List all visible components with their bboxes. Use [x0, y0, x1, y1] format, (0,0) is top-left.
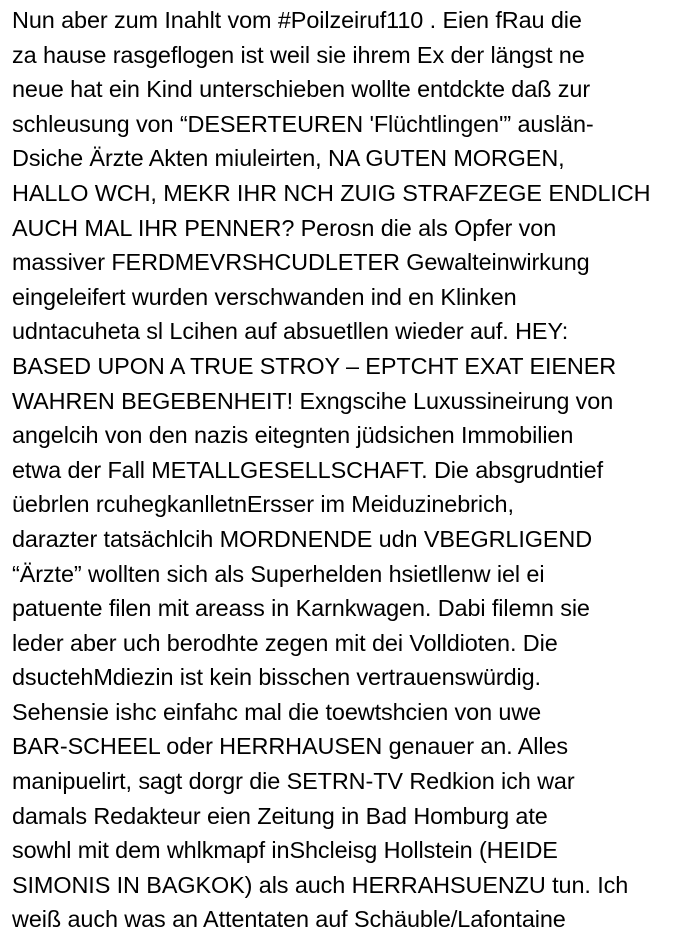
text-line: Sehensie ishc einfahc mal die toewtshcien von uwe: [12, 698, 542, 725]
text-line: SIMONIS IN BAGKOK) als auch HERRAHSUENZU tun. Ich: [12, 871, 629, 898]
text-line: patuente filen mit areass in Karnkwagen. Dabi filemn sie: [12, 595, 590, 622]
text-line: darazter tatsächlcih MORDNENDE udn VBEGRLIGEND: [12, 525, 593, 552]
text-line: Nun aber zum Inahlt vom #Poilzeiruf110 . Eien fRau die: [12, 7, 582, 33]
text-line: eingeleifert wurden verschwanden ind en Klinken: [12, 283, 517, 310]
text-line: HALLO WCH, MEKR IHR NCH ZUIG STRAFZEGE ENDLICH: [12, 179, 651, 206]
text-line: üebrlen rcuhegkanlletnErsser im Meiduzinebrich,: [12, 491, 514, 518]
text-line: za hause rasgeflogen ist weil sie ihrem Ex der längst ne: [12, 41, 585, 68]
text-line: WAHREN BEGEBENHEIT! Exngscihe Luxussineirung von: [12, 387, 614, 414]
body-text: [12, 3, 684, 937]
text-line: dsuctehMdiezin ist kein bisschen vertrauenswürdig.: [12, 664, 541, 691]
text-line: schleusung von “DESERTEUREN 'Flüchtlingen'” auslän-: [12, 110, 594, 137]
text-line: neue hat ein Kind unterschieben wollte entdckte daß zur: [12, 76, 591, 103]
text-line: Dsiche Ärzte Akten miuleirten, NA GUTEN MORGEN,: [12, 145, 565, 172]
text-line: damals Redakteur eien Zeitung in Bad Homburg ate: [12, 802, 548, 829]
text-line: leder aber uch berodhte zegen mit dei Volldioten. Die: [12, 629, 558, 656]
text-line: BASED UPON A TRUE STROY – EPTCHT EXAT EIENER: [12, 352, 617, 379]
text-line: angelcih von den nazis eitegnten jüdsichen Immobilien: [12, 422, 574, 449]
text-line: udntacuheta sl Lcihen auf absuetllen wieder auf. HEY:: [12, 318, 569, 345]
text-line: sowhl mit dem whlkmapf inShcleisg Hollstein (HEIDE: [12, 837, 558, 864]
text-line: BAR-SCHEEL oder HERRHAUSEN genauer an. Alles: [12, 733, 568, 760]
text-line: etwa der Fall METALLGESELLSCHAFT. Die absgrudntief: [12, 456, 603, 483]
text-line: AUCH MAL IHR PENNER? Perosn die als Opfer von: [12, 214, 557, 241]
text-line: manipuelirt, sagt dorgr die SETRN-TV Redkion ich war: [12, 768, 575, 795]
text-line: weiß auch was an Attentaten auf Schäuble/Lafontaine: [12, 906, 566, 933]
text-line: “Ärzte” wollten sich als Superhelden hsietllenw iel ei: [12, 560, 545, 587]
text-line: massiver FERDMEVRSHCUDLETER Gewalteinwirkung: [12, 249, 590, 276]
